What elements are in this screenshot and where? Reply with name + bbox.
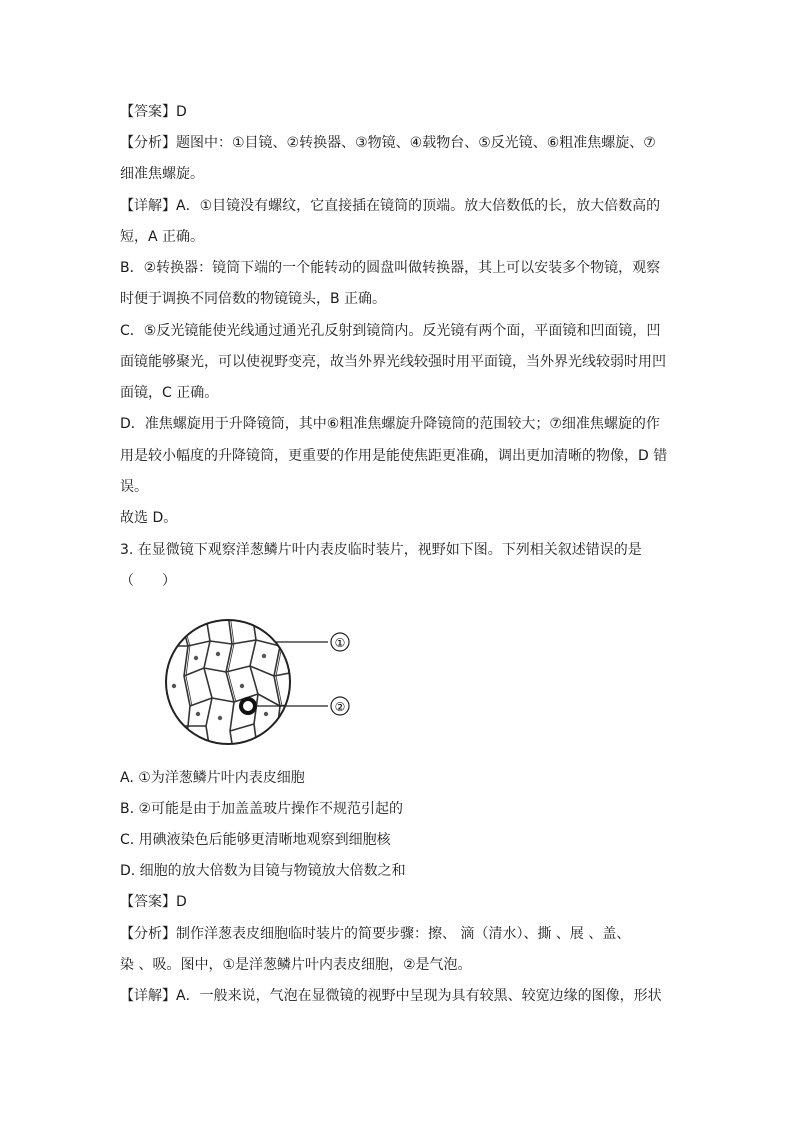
q2-detail-line: 面镜能够聚光，可以使视野变亮，故当外界光线较强时用平面镜，当外界光线较弱时用凹 <box>120 354 666 370</box>
q3-stem-line: （ ） <box>120 573 176 589</box>
q2-detail-line: 短，A 正确。 <box>120 229 205 245</box>
figure-label-2: ② <box>334 700 346 714</box>
q3-detail-line: 【详解】A．一般来说，气泡在显微镜的视野中呈现为具有较黑、较宽边缘的图像，形状 <box>120 988 662 1004</box>
q2-detail-line: 面镜，C 正确。 <box>120 385 219 401</box>
q2-detail-line: 误。 <box>120 479 148 495</box>
q2-analysis-line: 【分析】题图中：①目镜、②转换器、③物镜、④载物台、⑤反光镜、⑥粗准焦螺旋、⑦ <box>120 135 656 151</box>
onion-cell-micrograph <box>160 606 360 756</box>
q2-detail-line: C．⑤反光镜能使光线通过通光孔反射到镜筒内。反光镜有两个面，平面镜和凹面镜，凹 <box>120 323 661 339</box>
q3-option-a: A. ①为洋葱鳞片叶内表皮细胞 <box>120 770 305 786</box>
q2-detail-line: 时便于调换不同倍数的物镜镜头，B 正确。 <box>120 291 387 307</box>
figure-label-1: ① <box>334 636 346 650</box>
q3-option-d: D. 细胞的放大倍数为目镜与物镜放大倍数之和 <box>120 863 406 879</box>
q3-stem-line: 3. 在显微镜下观察洋葱鳞片叶内表皮临时装片，视野如下图。下列相关叙述错误的是 <box>120 542 642 558</box>
q2-detail-line: D．准焦螺旋用于升降镜筒，其中⑥粗准焦螺旋升降镜筒的范围较大；⑦细准焦螺旋的作 <box>120 416 660 432</box>
q2-detail-line: 用是较小幅度的升降镜筒，更重要的作用是能使焦距更准确，调出更加清晰的物像，D 错 <box>120 448 668 464</box>
q2-conclusion: 故选 D。 <box>120 510 178 526</box>
q3-answer: 【答案】D <box>120 894 187 910</box>
q3-option-b: B. ②可能是由于加盖盖玻片操作不规范引起的 <box>120 801 404 817</box>
q2-answer: 【答案】D <box>120 104 187 120</box>
q2-detail-line: B．②转换器：镜筒下端的一个能转动的圆盘叫做转换器，其上可以安装多个物镜，观察 <box>120 260 661 276</box>
q3-analysis-line: 【分析】制作洋葱表皮细胞临时装片的简要步骤：擦、 滴（清水）、撕 、展 、盖、 <box>120 926 631 942</box>
q2-analysis-line: 细准焦螺旋。 <box>120 166 204 182</box>
q3-analysis-line: 染 、吸。图中，①是洋葱鳞片叶内表皮细胞，②是气泡。 <box>120 957 472 973</box>
q3-option-c: C. 用碘液染色后能够更清晰地观察到细胞核 <box>120 832 391 848</box>
q2-detail-line: 【详解】A．①目镜没有螺纹，它直接插在镜筒的顶端。放大倍数低的长，放大倍数高的 <box>120 198 661 214</box>
